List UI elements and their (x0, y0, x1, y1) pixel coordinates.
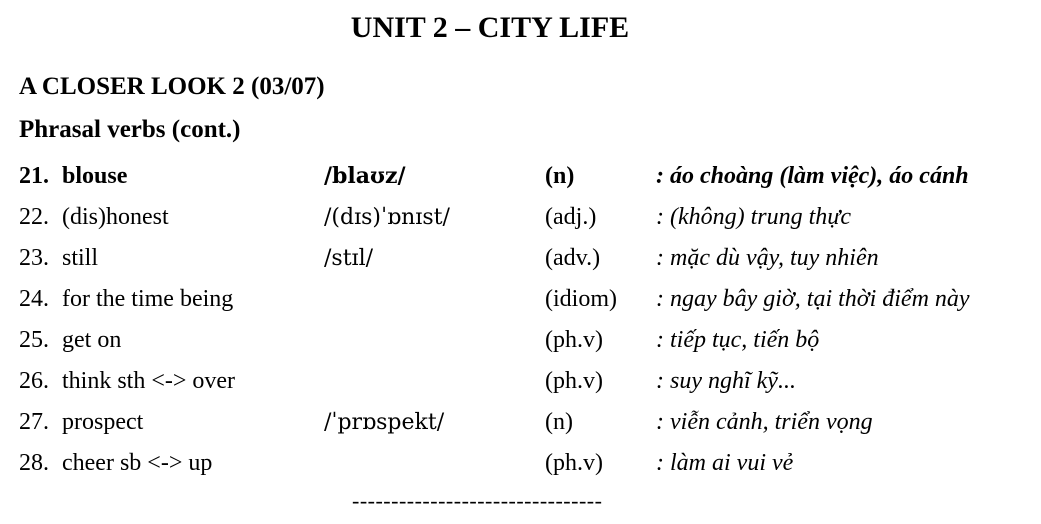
section-divider: -------------------------------- (352, 488, 603, 513)
entry-meaning: : mặc dù vậy, tuy nhiên (656, 245, 879, 271)
entry-number: 24. (19, 286, 49, 312)
list-item (19, 238, 1034, 279)
list-item (19, 443, 1034, 484)
entry-number: 22. (19, 204, 49, 230)
entry-part-of-speech: (n) (545, 163, 575, 189)
entry-word: (dis)honest (62, 204, 169, 230)
entry-word: blouse (62, 163, 128, 189)
list-item (19, 279, 1034, 320)
entry-pronunciation: /blaʊz/ (324, 163, 406, 189)
entry-meaning: : ngay bây giờ, tại thời điểm này (656, 286, 970, 312)
vocabulary-list (19, 156, 1034, 484)
entry-number: 23. (19, 245, 49, 271)
list-item (19, 156, 1034, 197)
list-item (19, 402, 1034, 443)
subsection-heading: Phrasal verbs (cont.) (19, 116, 241, 143)
section-heading: A CLOSER LOOK 2 (03/07) (19, 73, 325, 100)
entry-word: get on (62, 327, 122, 353)
entry-part-of-speech: (ph.v) (545, 450, 603, 476)
entry-meaning: : làm ai vui vẻ (656, 450, 794, 476)
entry-pronunciation: /ˈprɒspekt/ (324, 410, 445, 435)
entry-meaning: : (không) trung thực (656, 204, 852, 230)
entry-number: 25. (19, 327, 49, 353)
entry-meaning: : áo choàng (làm việc), áo cánh (656, 163, 969, 189)
entry-pronunciation: /stɪl/ (324, 246, 374, 271)
entry-number: 21. (19, 163, 49, 189)
entry-part-of-speech: (adv.) (545, 245, 601, 271)
entry-number: 28. (19, 450, 49, 476)
entry-meaning: : viễn cảnh, triển vọng (656, 409, 873, 435)
list-item (19, 197, 1034, 238)
entry-part-of-speech: (idiom) (545, 286, 617, 312)
entry-word: cheer sb <-> up (62, 450, 213, 476)
entry-number: 26. (19, 368, 49, 394)
entry-word: think sth <-> over (62, 368, 236, 394)
entry-word: still (62, 245, 99, 271)
entry-number: 27. (19, 409, 49, 435)
entry-meaning: : suy nghĩ kỹ... (656, 368, 796, 394)
entry-meaning: : tiếp tục, tiến bộ (656, 327, 820, 353)
entry-part-of-speech: (adj.) (545, 204, 597, 230)
list-item (19, 320, 1034, 361)
page-title: UNIT 2 – CITY LIFE (350, 11, 630, 44)
entry-part-of-speech: (ph.v) (545, 327, 603, 353)
entry-part-of-speech: (ph.v) (545, 368, 603, 394)
list-item (19, 361, 1034, 402)
entry-pronunciation: /(dɪs)ˈɒnɪst/ (324, 205, 450, 230)
entry-part-of-speech: (n) (545, 409, 573, 435)
entry-word: prospect (62, 409, 144, 435)
entry-word: for the time being (62, 286, 234, 312)
